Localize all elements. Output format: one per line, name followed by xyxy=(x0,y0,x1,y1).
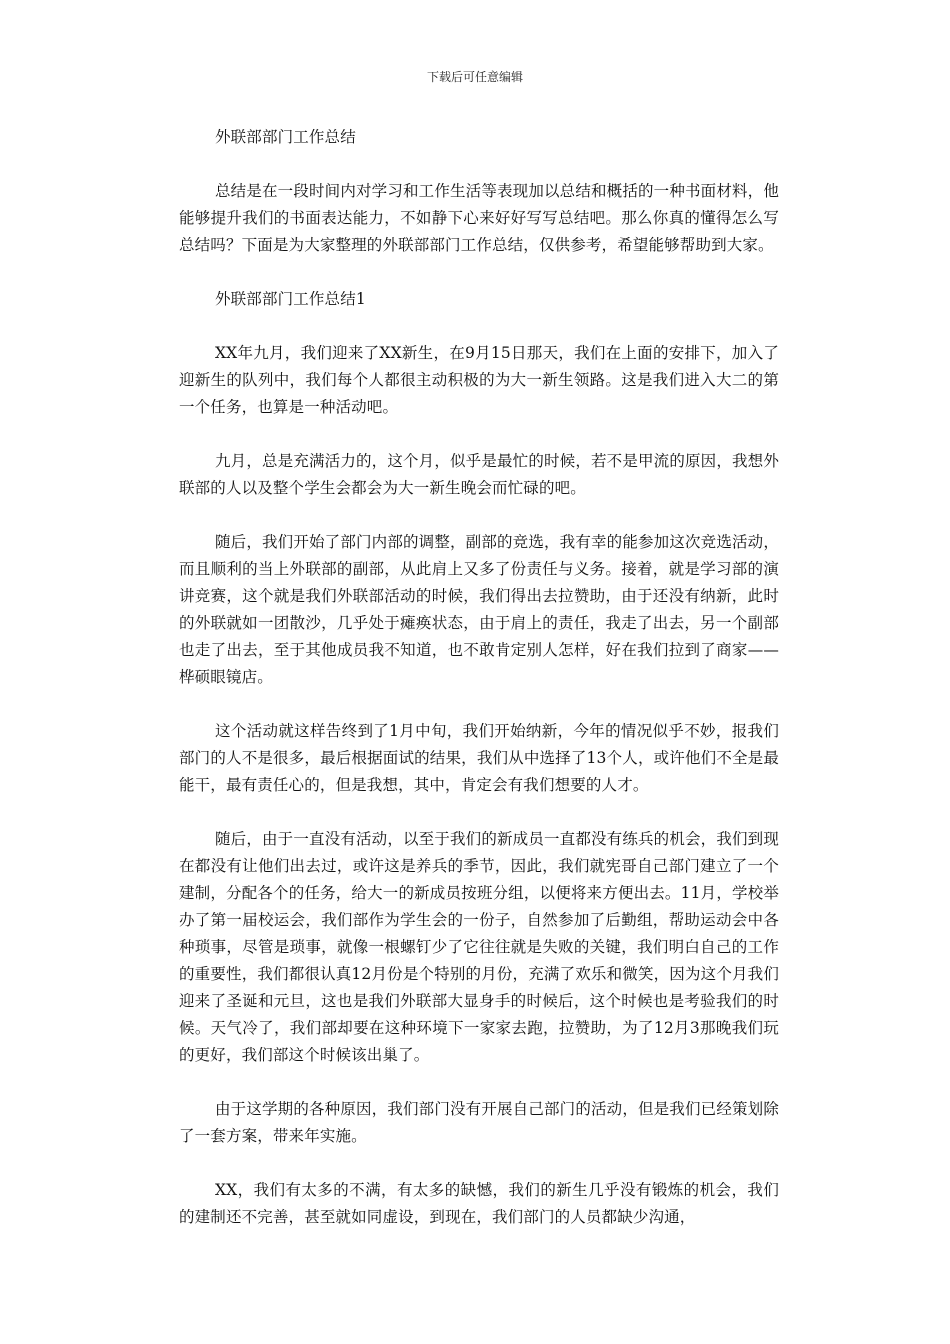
body-paragraph-5: 随后，由于一直没有活动，以至于我们的新成员一直都没有练兵的机会，我们到现在都没有让他们出去过，或许这是养兵的季节，因此，我们就宪哥自己部门建立了一个建制，分配各个的任务，给大一的新成员按班分组，以便将来方便出去。11月，学校举办了第一届校运会，我们部作为学生会的一份子，自然参加了后勤组，帮助运动会中各种琐事，尽管是琐事，就像一根螺钉少了它往往就是失败的关键，我们明白自己的工作的重要性，我们都很认真12月份是个特别的月份，充满了欢乐和微笑，因为这个月我们迎来了圣诞和元旦，这也是我们外联部大显身手的时候后，这个时候也是考验我们的时候。天气冷了，我们部却要在这种环境下一家家去跑，拉赞助，为了12月3那晚我们玩的更好，我们部这个时候该出巢了。 xyxy=(179,830,779,1064)
document-title: 外联部部门工作总结 xyxy=(215,128,356,146)
body-paragraph-4: 这个活动就这样告终到了1月中旬，我们开始纳新，今年的情况似乎不妙，报我们部门的人不是很多，最后根据面试的结果，我们从中选择了13个人，或许他们不全是最能干，最有责任心的，但是我想，其中，肯定会有我们想要的人才。 xyxy=(179,722,779,794)
body-paragraph-1: XX年九月，我们迎来了XX新生，在9月15日那天，我们在上面的安排下，加入了迎新生的队列中，我们每个人都很主动积极的为大一新生领路。这是我们进入大二的第一个任务，也算是一种活动吧。 xyxy=(179,344,779,416)
body-paragraph-7: XX，我们有太多的不满，有太多的缺憾，我们的新生几乎没有锻炼的机会，我们的建制还不完善，甚至就如同虚设，到现在，我们部门的人员都缺少沟通， xyxy=(179,1181,779,1226)
intro-paragraph: 总结是在一段时间内对学习和工作生活等表现加以总结和概括的一种书面材料，他能够提升我们的书面表达能力，不如静下心来好好写写总结吧。那么你真的懂得怎么写总结吗？下面是为大家整理的外联部部门工作总结，仅供参考，希望能够帮助到大家。 xyxy=(179,182,779,254)
body-paragraph-3: 随后，我们开始了部门内部的调整，副部的竞选，我有幸的能参加这次竞选活动，而且顺利的当上外联部的副部，从此肩上又多了份责任与义务。接着，就是学习部的演讲竞赛，这个就是我们外联部活动的时候，我们得出去拉赞助，由于还没有纳新，此时的外联就如一团散沙，几乎处于瘫痪状态，由于肩上的责任，我走了出去，另一个副部也走了出去，至于其他成员我不知道，也不敢肯定别人怎样，好在我们拉到了商家——桦硕眼镜店。 xyxy=(179,533,779,686)
body-paragraph-2: 九月，总是充满活力的，这个月，似乎是最忙的时候，若不是甲流的原因，我想外联部的人以及整个学生会都会为大一新生晚会而忙碌的吧。 xyxy=(179,452,779,497)
document-body xyxy=(179,124,779,1258)
download-editable-note: 下载后可任意编辑 xyxy=(426,70,523,84)
section-heading: 外联部部门工作总结1 xyxy=(215,290,366,308)
body-paragraph-6: 由于这学期的各种原因，我们部门没有开展自己部门的活动，但是我们已经策划除了一套方案，带来年实施。 xyxy=(179,1100,779,1145)
